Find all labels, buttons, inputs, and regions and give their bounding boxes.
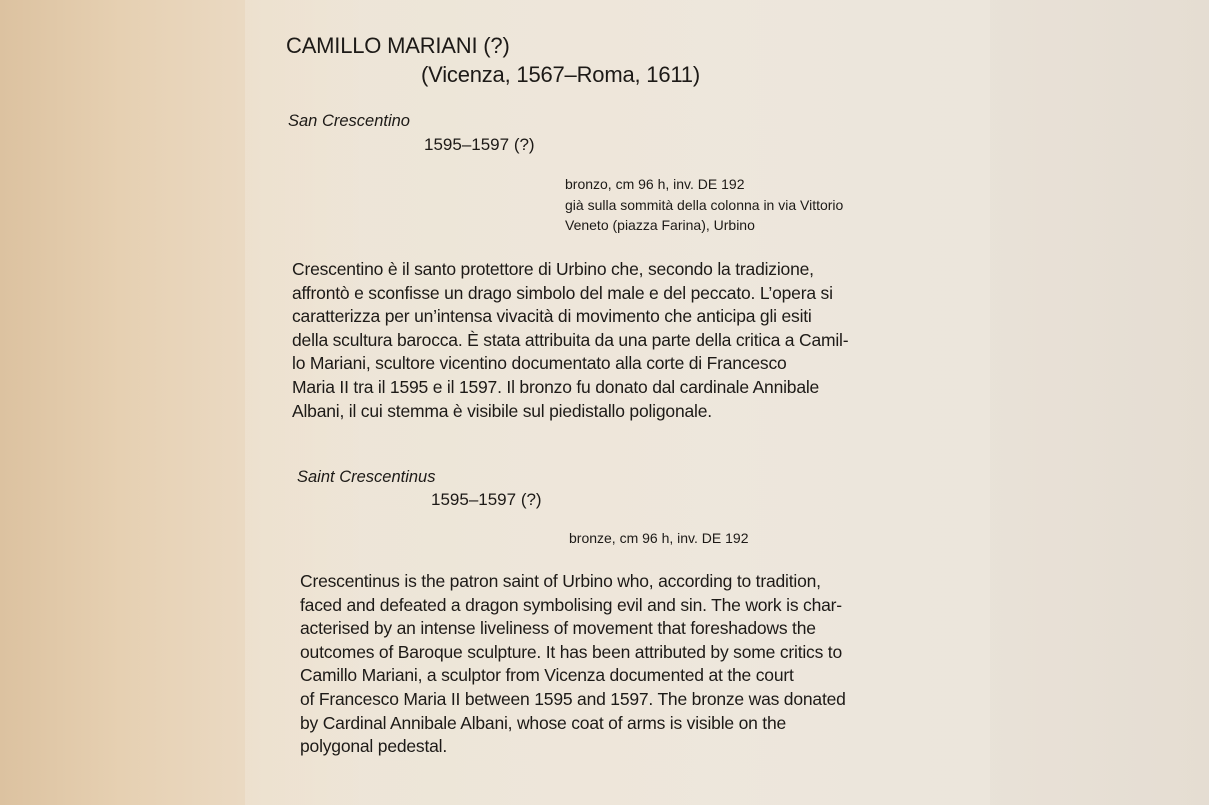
text-line: Crescentino è il santo protettore di Urbino che, secondo la tradizione, <box>292 259 814 279</box>
details-italian <box>565 174 843 236</box>
text-line: caratterizza per un’intensa vivacità di movimento che anticipa gli esiti <box>292 306 812 327</box>
date-italian: 1595–1597 (?) <box>424 135 535 154</box>
text-line: outcomes of Baroque sculpture. It has been attributed by some critics to <box>300 641 843 662</box>
details-line: bronze, cm 96 h, inv. DE 192 <box>569 530 749 546</box>
text-line: Camillo Mariani, a sculptor from Vicenza documented at the court <box>300 665 794 686</box>
text-line: Albani, il cui stemma è visibile sul piedistallo poligonale. <box>292 400 712 421</box>
details-line: bronzo, cm 96 h, inv. DE 192 <box>565 176 745 192</box>
text-line: acterised by an intense liveliness of movement that foreshadows the <box>300 618 816 639</box>
text-line: of Francesco Maria II between 1595 and 1597. The bronze was donated <box>300 688 846 709</box>
artist-life: (Vicenza, 1567–Roma, 1611) <box>421 62 700 87</box>
description-english <box>300 570 846 759</box>
details-line: Veneto (piazza Farina), Urbino <box>565 217 755 233</box>
description-italian <box>292 258 848 423</box>
details-line: già sulla sommità della colonna in via Vittorio <box>565 196 844 213</box>
text-line: by Cardinal Annibale Albani, whose coat of arms is visible on the <box>300 712 787 733</box>
text-line: lo Mariani, scultore vicentino documentato alla corte di Francesco <box>292 353 787 374</box>
text-line: Maria II tra il 1595 e il 1597. Il bronzo fu donato dal cardinale Annibale <box>292 376 820 397</box>
text-line: faced and defeated a dragon symbolising evil and sin. The work is char- <box>300 594 842 615</box>
text-line: affrontò e sconfisse un drago simbolo del male e del peccato. L’opera si <box>292 282 833 303</box>
text-line: della scultura barocca. È stata attribuita da una parte della critica a Camil- <box>292 329 849 350</box>
artist-name: CAMILLO MARIANI (?) <box>286 33 510 58</box>
details-english <box>569 528 749 549</box>
title-english: Saint Crescentinus <box>297 468 436 486</box>
text-line: Crescentinus is the patron saint of Urbino who, according to tradition, <box>300 571 821 591</box>
date-english: 1595–1597 (?) <box>431 490 542 509</box>
title-italian: San Crescentino <box>288 112 410 130</box>
text-line: polygonal pedestal. <box>300 736 448 757</box>
